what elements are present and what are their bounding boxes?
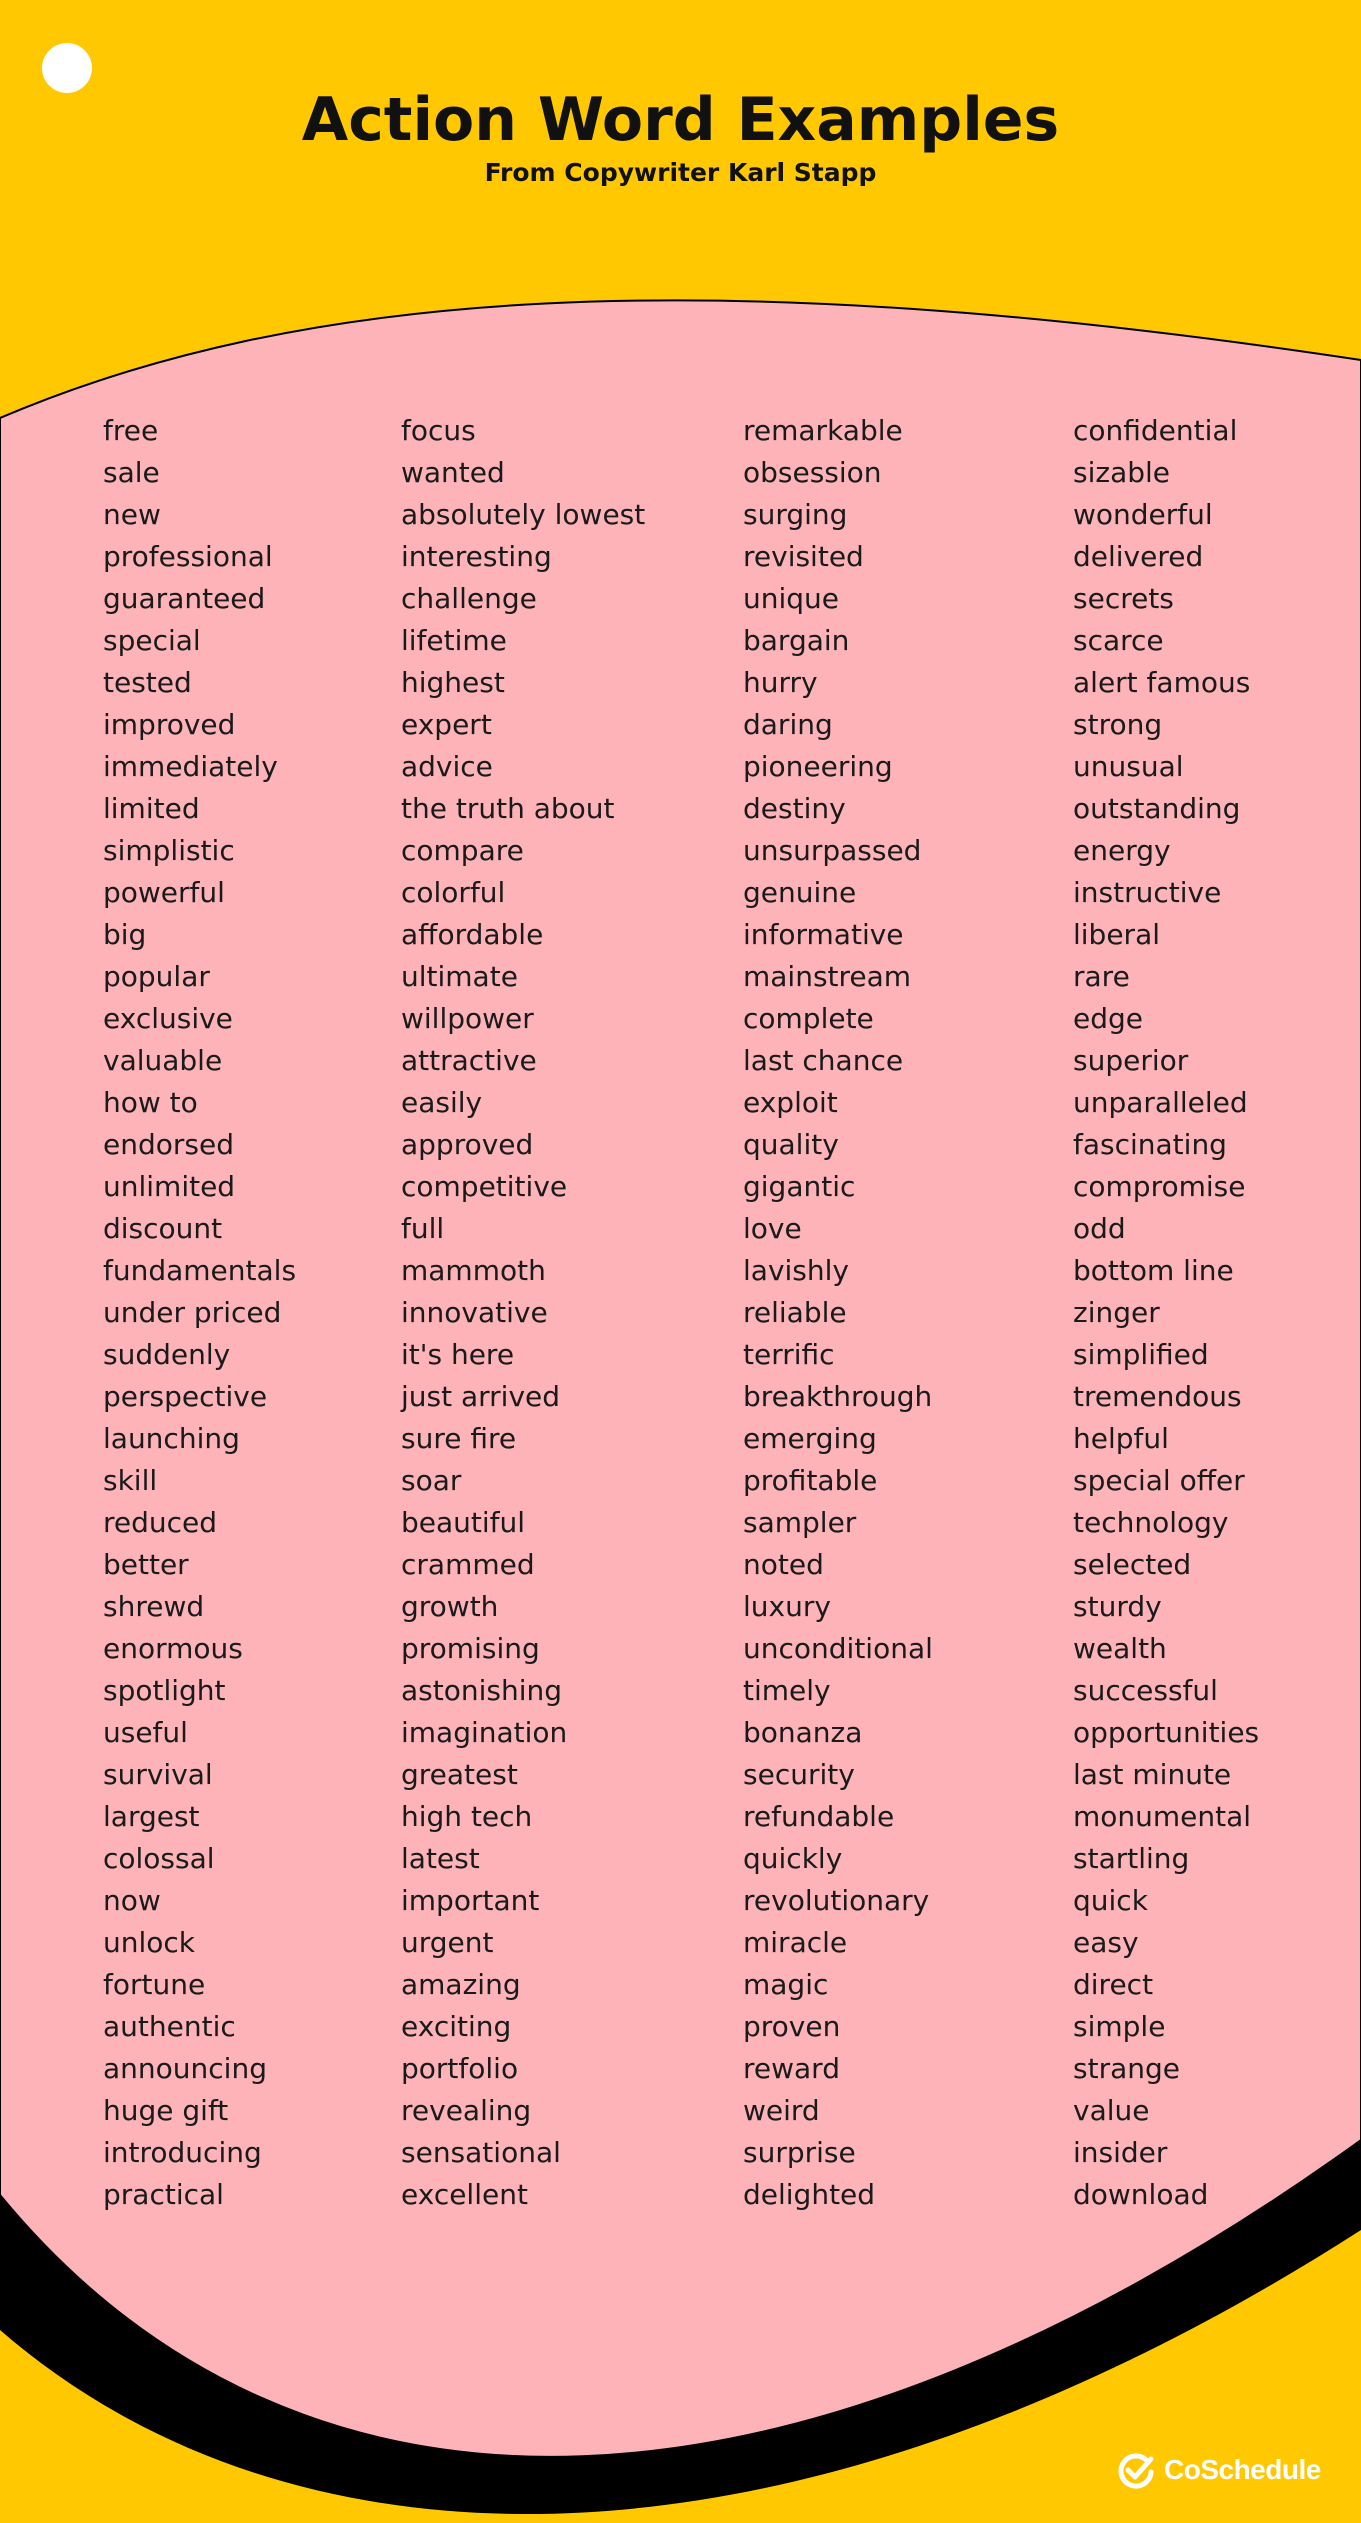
word-item: urgent: [401, 1926, 494, 1959]
word-item: delivered: [1073, 540, 1204, 573]
word-item: wanted: [401, 456, 505, 489]
word-item: mainstream: [743, 960, 912, 993]
word-item: beautiful: [401, 1506, 526, 1539]
word-item: portfolio: [401, 2052, 519, 2085]
word-column-4: [1073, 410, 1259, 2216]
word-item: under priced: [103, 1296, 282, 1329]
word-item: compare: [401, 834, 524, 867]
word-item: scarce: [1073, 624, 1164, 657]
word-item: miracle: [743, 1926, 848, 1959]
word-item: easy: [1073, 1926, 1139, 1959]
word-item: strong: [1073, 708, 1163, 741]
word-item: zinger: [1073, 1296, 1160, 1329]
word-item: surging: [743, 498, 848, 531]
word-item: revolutionary: [743, 1884, 930, 1917]
word-item: unparalleled: [1073, 1086, 1248, 1119]
word-item: bargain: [743, 624, 850, 657]
word-item: interesting: [401, 540, 552, 573]
word-item: strange: [1073, 2052, 1180, 2085]
word-item: largest: [103, 1800, 200, 1833]
word-item: popular: [103, 960, 210, 993]
word-item: growth: [401, 1590, 499, 1623]
word-item: special offer: [1073, 1464, 1245, 1497]
word-item: just arrived: [401, 1380, 561, 1413]
word-item: expert: [401, 708, 492, 741]
word-item: selected: [1073, 1548, 1192, 1581]
word-item: quality: [743, 1128, 839, 1161]
word-item: weird: [743, 2094, 820, 2127]
word-item: revisited: [743, 540, 864, 573]
word-item: introducing: [103, 2136, 262, 2169]
word-item: outstanding: [1073, 792, 1241, 825]
checkmark-circle-icon: [1116, 2450, 1156, 2490]
word-item: fascinating: [1073, 1128, 1227, 1161]
word-item: advice: [401, 750, 493, 783]
word-item: the truth about: [401, 792, 615, 825]
word-item: soar: [401, 1464, 462, 1497]
word-item: helpful: [1073, 1422, 1169, 1455]
word-item: skill: [103, 1464, 158, 1497]
word-item: sturdy: [1073, 1590, 1162, 1623]
word-item: complete: [743, 1002, 874, 1035]
word-item: enormous: [103, 1632, 243, 1665]
word-item: guaranteed: [103, 582, 266, 615]
word-item: sale: [103, 456, 160, 489]
word-item: useful: [103, 1716, 188, 1749]
word-item: compromise: [1073, 1170, 1246, 1203]
word-item: alert famous: [1073, 666, 1251, 699]
word-item: monumental: [1073, 1800, 1252, 1833]
word-item: reward: [743, 2052, 840, 2085]
word-item: surprise: [743, 2136, 856, 2169]
word-item: sampler: [743, 1506, 857, 1539]
word-item: insider: [1073, 2136, 1168, 2169]
word-item: big: [103, 918, 147, 951]
word-item: authentic: [103, 2010, 236, 2043]
word-item: emerging: [743, 1422, 877, 1455]
word-item: imagination: [401, 1716, 568, 1749]
word-item: pioneering: [743, 750, 893, 783]
word-item: fortune: [103, 1968, 206, 2001]
page-subtitle: From Copywriter Karl Stapp: [484, 158, 877, 187]
word-item: breakthrough: [743, 1380, 933, 1413]
word-item: terrific: [743, 1338, 835, 1371]
word-item: timely: [743, 1674, 831, 1707]
word-item: exciting: [401, 2010, 512, 2043]
word-item: daring: [743, 708, 833, 741]
word-item: security: [743, 1758, 855, 1791]
word-item: odd: [1073, 1212, 1126, 1245]
word-item: last minute: [1073, 1758, 1232, 1791]
word-item: how to: [103, 1086, 198, 1119]
word-item: energy: [1073, 834, 1171, 867]
word-item: attractive: [401, 1044, 537, 1077]
word-item: challenge: [401, 582, 537, 615]
word-item: better: [103, 1548, 189, 1581]
word-item: mammoth: [401, 1254, 546, 1287]
word-item: unlock: [103, 1926, 196, 1959]
word-column-3: [743, 410, 933, 2216]
word-item: innovative: [401, 1296, 548, 1329]
word-item: easily: [401, 1086, 483, 1119]
word-item: latest: [401, 1842, 480, 1875]
word-item: new: [103, 498, 161, 531]
word-item: wonderful: [1073, 498, 1213, 531]
word-item: lifetime: [401, 624, 507, 657]
word-item: survival: [103, 1758, 213, 1791]
word-item: startling: [1073, 1842, 1190, 1875]
page-title: Action Word Examples: [301, 85, 1060, 155]
logo-text: CoSchedule: [1164, 2454, 1321, 2485]
word-item: delighted: [743, 2178, 876, 2211]
word-item: willpower: [401, 1002, 534, 1035]
word-item: unique: [743, 582, 840, 615]
word-item: noted: [743, 1548, 824, 1581]
word-item: profitable: [743, 1464, 878, 1497]
word-item: important: [401, 1884, 540, 1917]
word-item: proven: [743, 2010, 841, 2043]
word-item: direct: [1073, 1968, 1154, 2001]
word-item: unlimited: [103, 1170, 236, 1203]
word-item: simplistic: [103, 834, 235, 867]
word-item: rare: [1073, 960, 1130, 993]
word-item: ultimate: [401, 960, 518, 993]
word-item: sizable: [1073, 456, 1171, 489]
word-item: refundable: [743, 1800, 895, 1833]
word-item: luxury: [743, 1590, 831, 1623]
word-item: destiny: [743, 792, 846, 825]
word-item: bonanza: [743, 1716, 863, 1749]
word-item: highest: [401, 666, 505, 699]
word-item: successful: [1073, 1674, 1218, 1707]
word-item: simple: [1073, 2010, 1166, 2043]
word-column-1: [103, 410, 296, 2216]
word-item: obsession: [743, 456, 882, 489]
word-item: discount: [103, 1212, 223, 1245]
word-item: revealing: [401, 2094, 532, 2127]
word-item: informative: [743, 918, 904, 951]
word-item: perspective: [103, 1380, 268, 1413]
word-item: value: [1073, 2094, 1150, 2127]
word-item: quickly: [743, 1842, 843, 1875]
word-item: download: [1073, 2178, 1209, 2211]
word-item: absolutely lowest: [401, 498, 646, 531]
word-item: endorsed: [103, 1128, 234, 1161]
word-item: unusual: [1073, 750, 1184, 783]
word-item: love: [743, 1212, 802, 1245]
word-item: unsurpassed: [743, 834, 922, 867]
word-item: secrets: [1073, 582, 1174, 615]
word-item: reduced: [103, 1506, 218, 1539]
word-item: special: [103, 624, 201, 657]
word-item: sure fire: [401, 1422, 517, 1455]
word-item: amazing: [401, 1968, 521, 2001]
word-item: it's here: [401, 1338, 515, 1371]
word-item: remarkable: [743, 414, 903, 447]
word-item: improved: [103, 708, 236, 741]
word-item: launching: [103, 1422, 240, 1455]
word-item: reliable: [743, 1296, 847, 1329]
word-item: astonishing: [401, 1674, 563, 1707]
word-item: high tech: [401, 1800, 533, 1833]
word-item: exploit: [743, 1086, 838, 1119]
word-item: liberal: [1073, 918, 1161, 951]
word-item: exclusive: [103, 1002, 233, 1035]
word-item: tested: [103, 666, 192, 699]
word-item: immediately: [103, 750, 278, 783]
word-item: greatest: [401, 1758, 518, 1791]
word-column-2: [401, 410, 645, 2216]
word-item: colorful: [401, 876, 506, 909]
word-item: opportunities: [1073, 1716, 1260, 1749]
word-item: practical: [103, 2178, 224, 2211]
word-item: crammed: [401, 1548, 535, 1581]
word-item: focus: [401, 414, 476, 447]
word-item: unconditional: [743, 1632, 933, 1665]
word-item: competitive: [401, 1170, 568, 1203]
word-item: last chance: [743, 1044, 904, 1077]
word-item: huge gift: [103, 2094, 229, 2127]
word-item: valuable: [103, 1044, 223, 1077]
word-item: powerful: [103, 876, 225, 909]
word-item: excellent: [401, 2178, 528, 2211]
word-item: now: [103, 1884, 161, 1917]
word-item: spotlight: [103, 1674, 226, 1707]
word-item: colossal: [103, 1842, 215, 1875]
word-item: professional: [103, 540, 273, 573]
word-item: superior: [1073, 1044, 1189, 1077]
word-item: genuine: [743, 876, 857, 909]
word-item: affordable: [401, 918, 544, 951]
word-item: free: [103, 414, 159, 447]
word-item: wealth: [1073, 1632, 1167, 1665]
word-item: tremendous: [1073, 1380, 1242, 1413]
word-item: quick: [1073, 1884, 1148, 1917]
word-item: hurry: [743, 666, 818, 699]
word-item: promising: [401, 1632, 540, 1665]
word-item: gigantic: [743, 1170, 856, 1203]
word-item: instructive: [1073, 876, 1222, 909]
word-item: sensational: [401, 2136, 561, 2169]
word-item: suddenly: [103, 1338, 231, 1371]
word-item: magic: [743, 1968, 829, 2001]
word-item: technology: [1073, 1506, 1229, 1539]
word-item: bottom line: [1073, 1254, 1234, 1287]
word-item: simplified: [1073, 1338, 1209, 1371]
word-item: limited: [103, 792, 200, 825]
word-item: shrewd: [103, 1590, 205, 1623]
word-item: announcing: [103, 2052, 267, 2085]
word-item: lavishly: [743, 1254, 849, 1287]
word-item: approved: [401, 1128, 534, 1161]
word-item: confidential: [1073, 414, 1238, 447]
coschedule-logo: [1116, 2448, 1321, 2492]
word-item: edge: [1073, 1002, 1143, 1035]
word-item: fundamentals: [103, 1254, 297, 1287]
word-item: full: [401, 1212, 445, 1245]
